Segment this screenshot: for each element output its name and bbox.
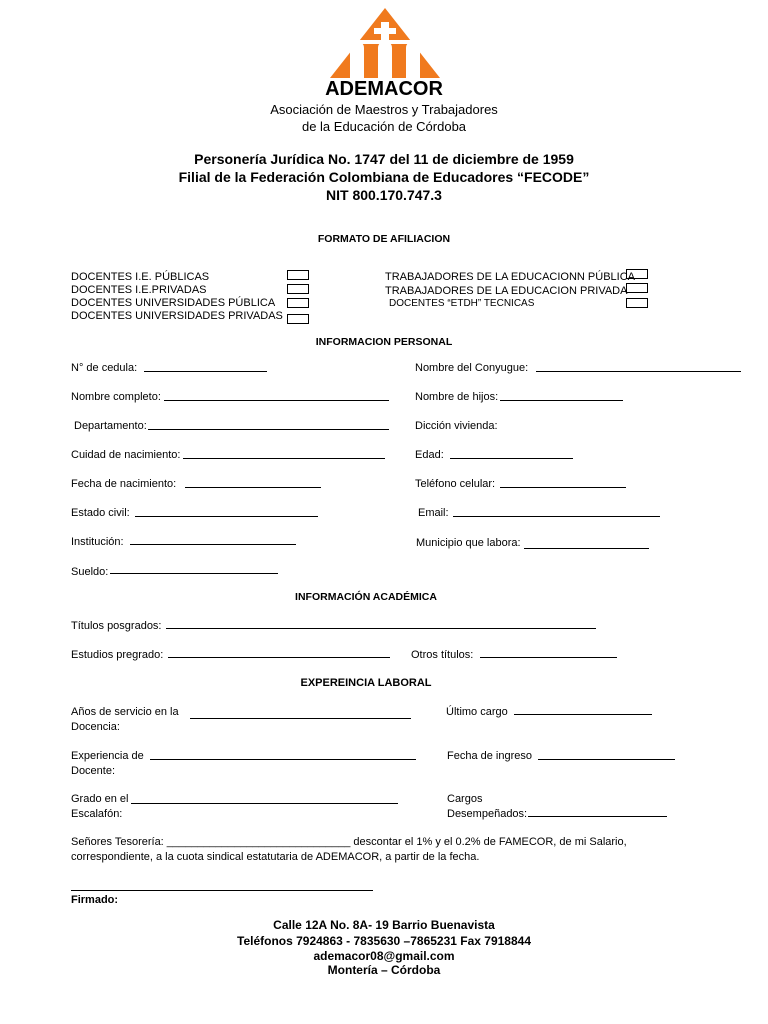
field-hijos[interactable]: [500, 400, 623, 401]
label-pregrado: Estudios pregrado:: [71, 649, 164, 661]
field-institucion[interactable]: [130, 544, 296, 545]
checkbox-etdh[interactable]: [626, 298, 648, 308]
label-institucion: Institución:: [71, 536, 124, 548]
label-conyugue: Nombre del Conyugue:: [415, 362, 529, 374]
label-experiencia-2: Docente:: [71, 765, 116, 777]
field-celular[interactable]: [500, 487, 626, 488]
field-experiencia[interactable]: [150, 759, 416, 760]
label-grado-1: Grado en el: [71, 793, 129, 805]
label-sueldo: Sueldo:: [71, 566, 109, 578]
form-title: FORMATO DE AFILIACION: [317, 233, 451, 245]
label-departamento: Departamento:: [74, 420, 147, 432]
field-edad[interactable]: [450, 458, 573, 459]
label-hijos: Nombre de hijos:: [415, 391, 499, 403]
label-direccion: Dicción vivienda:: [415, 420, 498, 432]
category-label: DOCENTES “ETDH” TECNICAS: [389, 298, 535, 309]
field-pregrado[interactable]: [168, 657, 390, 658]
label-estado-civil: Estado civil:: [71, 507, 130, 519]
field-grado[interactable]: [131, 803, 398, 804]
field-email[interactable]: [453, 516, 660, 517]
legal-line3: NIT 800.170.747.3: [326, 187, 442, 203]
label-ultimo-cargo: Último cargo: [446, 706, 508, 718]
org-line2: de la Educación de Córdoba: [301, 119, 467, 134]
field-cargos[interactable]: [528, 816, 667, 817]
field-otros[interactable]: [480, 657, 617, 658]
label-otros: Otros títulos:: [411, 649, 474, 661]
field-posgrados[interactable]: [166, 628, 596, 629]
checkbox-univ-publica[interactable]: [287, 298, 309, 308]
checkbox-ie-privadas[interactable]: [287, 284, 309, 294]
footer-email: ademacor08@gmail.com: [313, 949, 455, 963]
footer-phones: Teléfonos 7924863 - 7835630 –7865231 Fax 7918844: [237, 934, 531, 948]
field-nombre[interactable]: [164, 400, 389, 401]
label-cargos-1: Cargos: [447, 793, 483, 805]
label-cedula: N° de cedula:: [71, 362, 138, 374]
field-ultimo-cargo[interactable]: [514, 714, 652, 715]
label-posgrados: Títulos posgrados:: [71, 620, 162, 632]
field-departamento[interactable]: [148, 429, 389, 430]
field-sueldo[interactable]: [110, 573, 278, 574]
category-label: DOCENTES UNIVERSIDADES PÚBLICA: [71, 297, 276, 309]
field-fecha-nac[interactable]: [185, 487, 321, 488]
legal-line1: Personería Jurídica No. 1747 del 11 de diciembre de 1959: [194, 151, 574, 167]
checkbox-trab-privada[interactable]: [626, 283, 648, 293]
category-label: DOCENTES UNIVERSIDADES PRIVADAS: [71, 310, 283, 322]
field-fecha-ingreso[interactable]: [538, 759, 675, 760]
category-label: TRABAJADORES DE LA EDUCACION PRIVADA: [385, 285, 628, 297]
field-ciudad[interactable]: [183, 458, 385, 459]
footer-city: Montería – Córdoba: [327, 963, 441, 977]
category-label: DOCENTES I.E.PRIVADAS: [71, 284, 207, 296]
label-nombre: Nombre completo:: [71, 391, 161, 403]
label-experiencia-1: Experiencia de: [71, 750, 144, 762]
checkbox-trab-publica[interactable]: [626, 269, 648, 279]
org-line1: Asociación de Maestros y Trabajadores: [270, 102, 498, 117]
signature-line[interactable]: [71, 890, 373, 891]
category-label: TRABAJADORES DE LA EDUCACIONN PÚBLICA: [385, 271, 636, 283]
section-title-labor: EXPEREINCIA LABORAL: [300, 677, 432, 689]
ademacor-logo: [330, 8, 440, 80]
legal-line2: Filial de la Federación Colombiana de Educadores “FECODE”: [178, 169, 590, 185]
label-celular: Teléfono celular:: [415, 478, 496, 490]
section-title-personal: INFORMACION PERSONAL: [315, 336, 453, 348]
category-label: DOCENTES I.E. PÚBLICAS: [71, 271, 210, 283]
signature-label: Firmado:: [71, 894, 119, 906]
label-anos-2: Docencia:: [71, 721, 120, 733]
label-anos-1: Años de servicio en la: [71, 706, 179, 718]
label-ciudad: Cuidad de nacimiento:: [71, 449, 181, 461]
label-cargos-2: Desempeñados:: [447, 808, 528, 820]
field-estado-civil[interactable]: [135, 516, 318, 517]
label-municipio: Municipio que labora:: [416, 537, 521, 549]
logo-icon: [330, 8, 440, 80]
label-edad: Edad:: [415, 449, 444, 461]
label-email: Email:: [418, 507, 449, 519]
label-fecha-ingreso: Fecha de ingreso: [447, 750, 532, 762]
field-conyugue[interactable]: [536, 371, 741, 372]
authorization-line2: correspondiente, a la cuota sindical estatutaria de ADEMACOR, a partir de la fecha.: [71, 851, 480, 863]
field-anos[interactable]: [190, 718, 411, 719]
label-fecha-nac: Fecha de nacimiento:: [71, 478, 177, 490]
checkbox-univ-privadas[interactable]: [287, 314, 309, 324]
checkbox-ie-publicas[interactable]: [287, 270, 309, 280]
org-name: ADEMACOR: [325, 78, 443, 100]
field-cedula[interactable]: [144, 371, 267, 372]
section-title-academic: INFORMACIÓN ACADÉMICA: [295, 591, 437, 603]
field-municipio[interactable]: [524, 548, 649, 549]
footer-address: Calle 12A No. 8A- 19 Barrio Buenavista: [273, 918, 495, 932]
label-grado-2: Escalafón:: [71, 808, 123, 820]
authorization-line1: Señores Tesorería: ______________________________ descontar el 1% y el 0.2% de FAMECOR, de mi Salario,: [71, 836, 627, 848]
